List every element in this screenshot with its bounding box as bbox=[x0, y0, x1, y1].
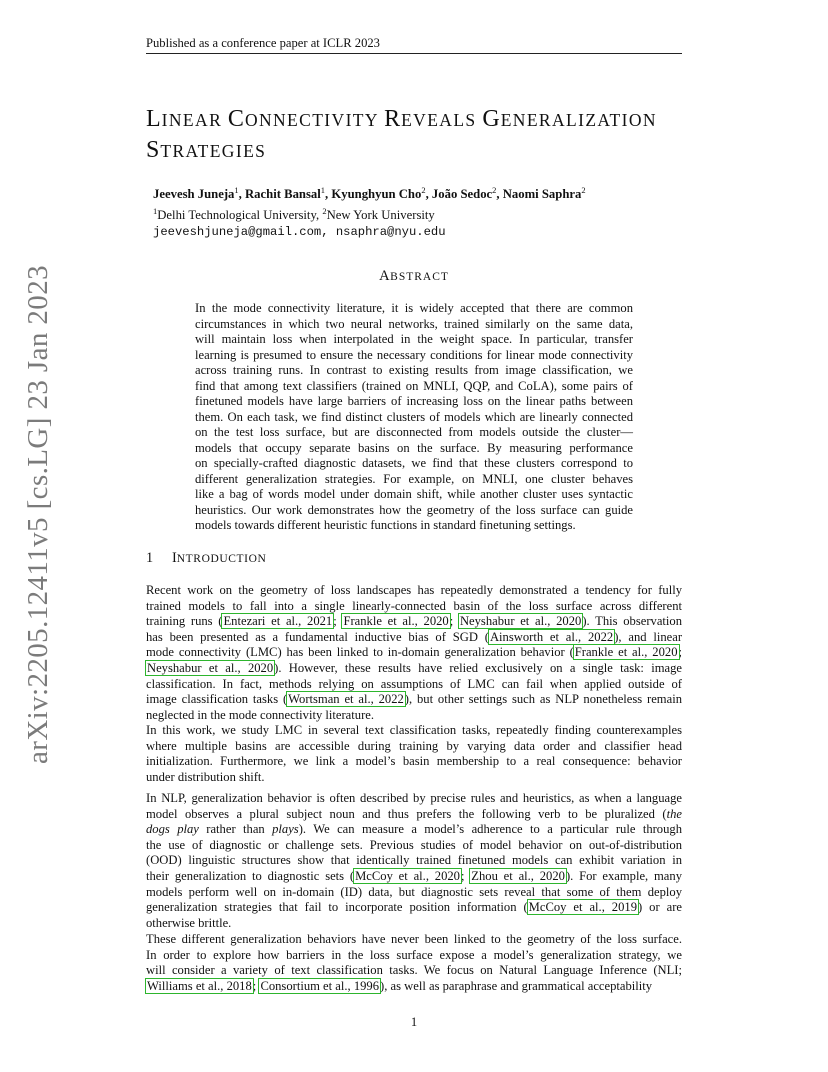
citation-link[interactable]: Entezari et al., 2021 bbox=[223, 614, 333, 629]
affiliation-name: Delhi Technological University, bbox=[157, 208, 323, 223]
abstract-heading: ABSTRACT bbox=[379, 268, 449, 284]
paragraph-line: has been presented as a fundamental inductive bias of SGD (Ainsworth et al., 2022), and linear bbox=[146, 629, 683, 644]
abstract-line: In the mode connectivity literature, it is widely accepted that there are common bbox=[195, 301, 633, 315]
emphasis-text: the bbox=[666, 806, 682, 821]
abstract-line: different generalization strategies. For example, on MNLI, one cluster behaves bbox=[195, 471, 633, 486]
paragraph-line: In this work, we study LMC in several text classification tasks, repeatedly finding counterexamples bbox=[146, 723, 682, 737]
abstract-line: learning is presumed to ensure the necessary conditions for linear mode connectivity bbox=[195, 347, 633, 362]
citation-link[interactable]: Consortium et al., 1996 bbox=[260, 978, 380, 993]
paragraph-line: classification. In fact, methods relying on assumptions of LMC can fail when applied outside of bbox=[146, 676, 682, 691]
emphasis-text: plays bbox=[272, 822, 299, 837]
affiliation-mark: 2 bbox=[492, 185, 497, 195]
abstract-body bbox=[195, 301, 633, 534]
section-title: INTRODUCTION bbox=[172, 550, 267, 566]
abstract-line: circumstances in which two neural networks, trained similarly on the same data, bbox=[195, 316, 633, 331]
title-line-2: STRATEGIES bbox=[146, 137, 267, 163]
paper-title bbox=[146, 104, 686, 166]
abstract-line: heuristics. Our work demonstrates how the geometry of the loss surface can guide bbox=[195, 502, 633, 517]
abstract-line: like a bag of words model under domain shift, while another cluster uses syntactic bbox=[195, 487, 633, 501]
affiliation-mark: 1 bbox=[320, 185, 326, 195]
title-line-1: LINEAR CONNECTIVITY REVEALS GENERALIZATION bbox=[146, 106, 657, 132]
paragraph-line: otherwise brittle. bbox=[146, 915, 232, 930]
affiliations bbox=[153, 203, 693, 224]
paragraph-line: training runs (Entezari et al., 2021; Frankle et al., 2020; Neyshabur et al., 2020). This observation bbox=[146, 614, 682, 629]
paragraph-line: Neyshabur et al., 2020). However, these results have relied exclusively on a single task: image bbox=[147, 660, 682, 675]
paragraph-line: neglected in the mode connectivity literature. bbox=[146, 707, 374, 722]
citation-link[interactable]: Frankle et al., 2020 bbox=[574, 645, 678, 660]
citation-link[interactable]: Wortsman et al., 2022 bbox=[288, 692, 404, 707]
paragraph-line: the use of diagnostic or challenge sets. Previous studies of model behavior on out-of-distribution bbox=[146, 837, 682, 852]
citation-link[interactable]: Williams et al., 2018 bbox=[147, 978, 252, 993]
section-number: 1 bbox=[146, 550, 154, 566]
paragraph-line: their generalization to diagnostic sets (McCoy et al., 2020; Zhou et al., 2020). For example, many bbox=[146, 868, 682, 883]
paragraph-line: under distribution shift. bbox=[146, 769, 265, 784]
abstract-line: them. On each task, we find distinct clusters of models which are linearly connected bbox=[195, 409, 633, 424]
paragraph-line: where multiple basins are accessible during training by varying data order and classifier head bbox=[146, 738, 682, 753]
citation-link[interactable]: Neyshabur et al., 2020 bbox=[147, 660, 274, 675]
paragraph-line: (OOD) linguistic structures show that identically trained finetuned models can exhibit variation in bbox=[146, 853, 682, 868]
author-name: Naomi Saphra bbox=[502, 187, 582, 202]
paragraph-line: In order to explore how barriers in the loss surface expose a model’s generalization strategy, we bbox=[146, 947, 682, 962]
author-names: Jeevesh Juneja$^1$, Rachit Bansal$^1$, Kyunghyun Cho$^2$, João Sedoc$^2$, Naomi Saphra$^2$ bbox=[153, 185, 586, 202]
header-rule bbox=[146, 53, 682, 54]
paragraph-line: These different generalization behaviors have never been linked to the geometry of the loss surface. bbox=[146, 932, 682, 946]
abstract-line: on the test loss surface, but are disconnected from models outside the cluster— bbox=[195, 425, 633, 439]
body-paragraph bbox=[146, 932, 682, 994]
citation-link[interactable]: Frankle et al., 2020 bbox=[343, 614, 449, 629]
paragraph-line: image classification tasks (Wortsman et al., 2022), but other settings such as NLP nonetheless remain bbox=[146, 692, 682, 707]
body-paragraph bbox=[146, 791, 682, 931]
arxiv-stamp-text: arXiv:2205.12411v5 [cs.LG] 23 Jan 2023 bbox=[22, 265, 54, 764]
paragraph-line: trained models to fall into a single linearly-connected basin of the loss surface across different bbox=[146, 598, 682, 613]
arxiv-stamp bbox=[22, 265, 54, 764]
affiliation-mark: 2 bbox=[581, 185, 586, 195]
affiliation-mark: 2 bbox=[322, 206, 327, 217]
paragraph-line: initialization. Furthermore, we link a model’s basin membership to a real consequence: behavior bbox=[146, 754, 682, 769]
affiliation-mark: 1 bbox=[153, 206, 158, 217]
section-heading-introduction bbox=[146, 549, 682, 568]
citation-link[interactable]: Neyshabur et al., 2020 bbox=[459, 614, 582, 629]
author-name: Kyunghyun Cho bbox=[331, 187, 422, 202]
abstract-line: models towards different heuristic functions in standard finetuning settings. bbox=[195, 518, 576, 532]
author-name: João Sedoc bbox=[431, 187, 493, 202]
abstract-line: will maintain loss when interpolated in the weight space. In particular, transfer bbox=[195, 332, 633, 346]
citation-link[interactable]: Ainsworth et al., 2022 bbox=[489, 629, 614, 644]
author-name: Rachit Bansal bbox=[245, 187, 321, 202]
body-paragraph bbox=[146, 583, 682, 723]
emphasis-text: dogs play bbox=[146, 822, 199, 837]
author-emails: jeeveshjuneja@gmail.com, nsaphra@nyu.edu bbox=[153, 225, 446, 240]
affiliation-mark: 2 bbox=[421, 185, 426, 195]
paragraph-line: Recent work on the geometry of loss landscapes has repeatedly demonstrated a tendency for fully bbox=[146, 583, 682, 597]
citation-link[interactable]: McCoy et al., 2020 bbox=[355, 868, 460, 883]
paragraph-line: dogs play rather than plays). We can measure a model’s adherence to a particular rule through bbox=[146, 822, 682, 837]
paragraph-line: In NLP, generalization behavior is often described by precise rules and heuristics, as when a language bbox=[146, 791, 682, 805]
paragraph-line: Williams et al., 2018; Consortium et al., 1996), as well as paraphrase and grammatical acceptability bbox=[147, 978, 653, 993]
running-header: Published as a conference paper at ICLR 2023 bbox=[146, 36, 380, 50]
abstract-line: across training runs. In contrast to existing results from image classification, we bbox=[195, 363, 633, 377]
body-paragraph bbox=[146, 723, 682, 785]
paragraph-line: generalization strategies that fail to incorporate position information (McCoy et al., 2019) or are bbox=[146, 900, 682, 915]
abstract-line: models that occupy separate basins on the surface. By measuring performance bbox=[195, 440, 633, 455]
author-name: Jeevesh Juneja bbox=[153, 187, 235, 202]
citation-link[interactable]: McCoy et al., 2019 bbox=[528, 900, 637, 915]
affiliation-mark: 1 bbox=[234, 185, 239, 195]
paragraph-line: model observes a plural subject noun and thus prefers the following verb to be pluralized (the bbox=[146, 806, 682, 821]
page-number: 1 bbox=[410, 1015, 418, 1029]
affiliation-name: New York University bbox=[326, 208, 435, 223]
author-block bbox=[153, 182, 693, 241]
paragraph-line: will consider a variety of text classification tasks. We focus on Natural Language Inference (NLI; bbox=[146, 963, 682, 978]
abstract-line: find that among text classifiers (trained on MNLI, QQP, and CoLA), some pairs of bbox=[195, 378, 633, 393]
abstract-line: on specially-crafted diagnostic datasets, we find that these clusters correspond to bbox=[195, 456, 633, 470]
paragraph-line: models perform well on in-domain (ID) data, but diagnostic sets reveal that some of them deploy bbox=[146, 884, 682, 899]
abstract-line: finetuned models have large barriers of increasing loss on the linear paths between bbox=[195, 394, 633, 408]
paragraph-line: mode connectivity (LMC) has been linked to in-domain generalization behavior (Frankle et al., 2020; bbox=[146, 645, 682, 660]
citation-link[interactable]: Zhou et al., 2020 bbox=[471, 868, 565, 883]
